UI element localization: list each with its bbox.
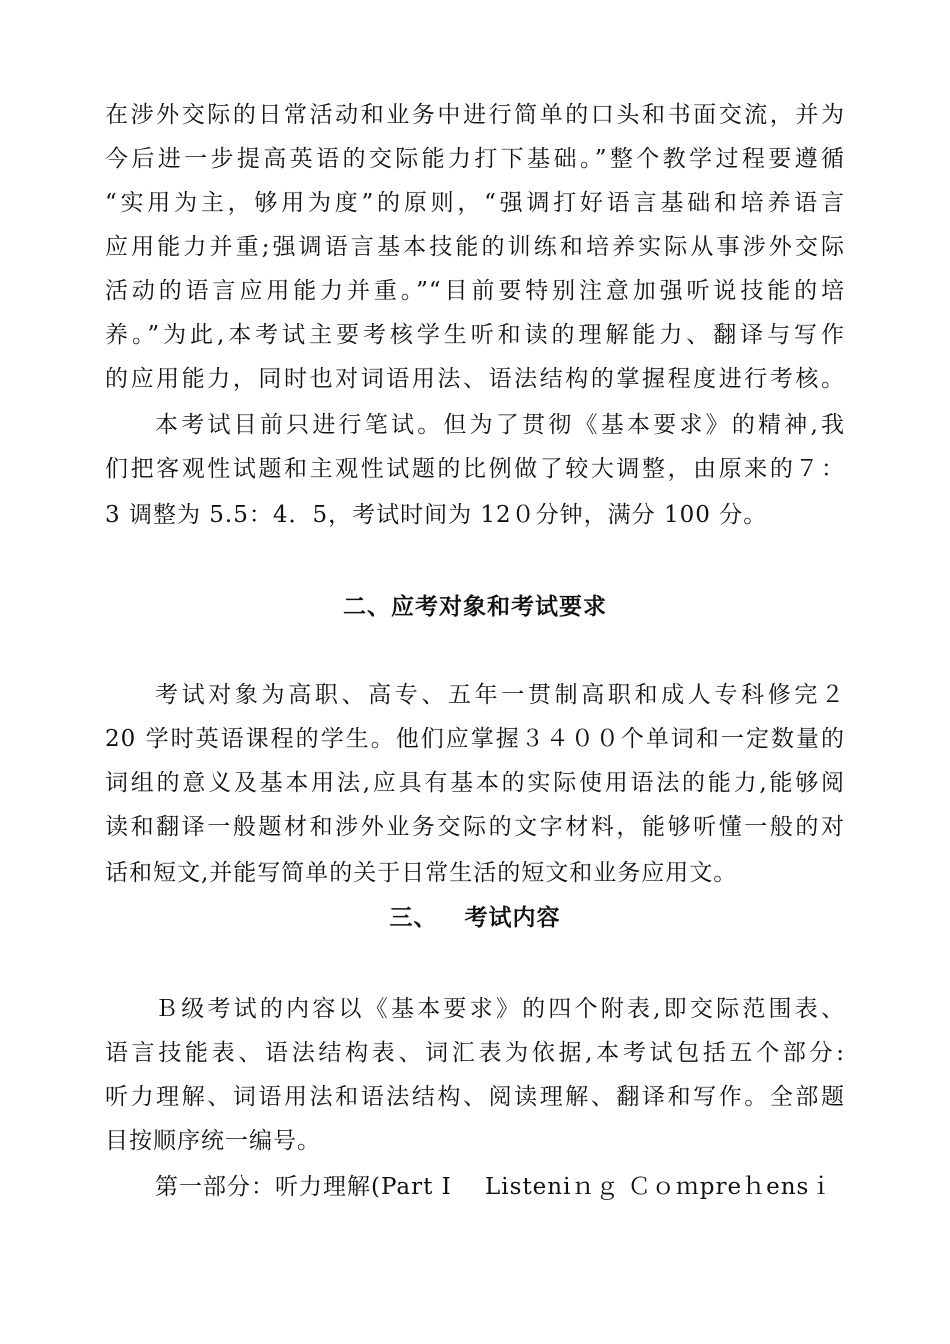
paragraph-1-line-6: 养。”为此,本考试主要考核学生听和读的理解能力、翻译与写作 <box>105 322 845 348</box>
paragraph-3-line-4: 读和翻译一般题材和涉外业务交际的文字材料，能够听懂一般的对 <box>105 814 845 840</box>
paragraph-3-line-5: 话和短文,并能写简单的关于日常生活的短文和业务应用文。 <box>105 860 738 886</box>
paragraph-4-line-2: 语言技能表、语法结构表、词汇表为依据,本考试包括五个部分: <box>105 1040 845 1066</box>
paragraph-1-line-4: 应用能力并重;强调语言基本技能的训练和培养实际从事涉外交际 <box>105 234 845 260</box>
section-heading-3: 三、 考试内容 <box>389 905 561 931</box>
paragraph-1-line-1: 在涉外交际的日常活动和业务中进行简单的口头和书面交流，并为 <box>105 102 845 128</box>
paragraph-3-line-2: 20 学时英语课程的学生。他们应掌握３４００个单词和一定数量的 <box>105 726 845 752</box>
paragraph-2-line-1: 本考试目前只进行笔试。但为了贯彻《基本要求》的精神,我 <box>155 412 845 438</box>
paragraph-1-line-3: “实用为主，够用为度”的原则，“强调打好语言基础和培养语言 <box>105 190 845 216</box>
paragraph-2-line-3: 3 调整为 5.5：4．5，考试时间为 12０分钟，满分 100 分。 <box>105 502 768 528</box>
paragraph-4-line-4: 目按顺序统一编号。 <box>105 1128 321 1154</box>
paragraph-4-line-1: Ｂ级考试的内容以《基本要求》的四个附表,即交际范围表、 <box>155 996 845 1022</box>
paragraph-2-line-2: 们把客观性试题和主观性试题的比例做了较大调整，由原来的７： <box>105 456 845 482</box>
paragraph-3-line-3: 词组的意义及基本用法,应具有基本的实际使用语法的能力,能够阅 <box>105 770 845 796</box>
paragraph-1-line-2: 今后进一步提高英语的交际能力打下基础。”整个教学过程要遵循 <box>105 146 845 172</box>
paragraph-4-line-3: 听力理解、词语用法和语法结构、阅读理解、翻译和写作。全部题 <box>105 1084 845 1110</box>
paragraph-1-line-7: 的应用能力，同时也对词语用法、语法结构的掌握程度进行考核。 <box>105 366 845 392</box>
section-heading-2: 二、应考对象和考试要求 <box>343 594 607 620</box>
paragraph-1-line-5: 活动的语言应用能力并重。”“目前要特别注意加强听说技能的培 <box>105 278 845 304</box>
paragraph-5-line-1: 第一部分：听力理解(Part I Listeniｎｇ Ｃｏｍpreｈensｉ <box>155 1174 834 1200</box>
paragraph-3-line-1: 考试对象为高职、高专、五年一贯制高职和成人专科修完２ <box>155 682 845 708</box>
